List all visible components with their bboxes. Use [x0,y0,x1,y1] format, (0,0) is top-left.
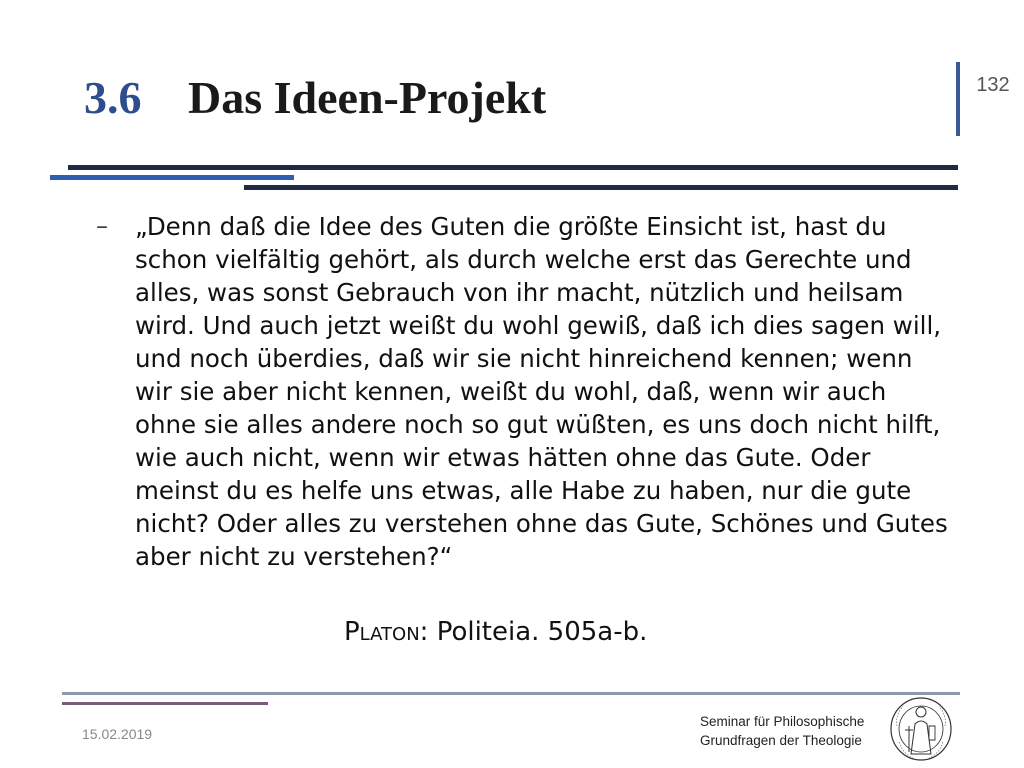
institution-line-1: Seminar für Philosophische [700,714,865,729]
page-number: 132 [976,74,1010,96]
section-number: 3.6 [84,72,142,123]
quote-text: „Denn daß die Idee des Guten die größte Einsicht ist, hast du schon vielfältig gehört, als durch welche erst das Gerechte und alles, was sonst Gebrauch von ihr macht, nützlich und heilsam wird. Und auch jetzt weißt du wohl gewiß, daß ich dies sagen will, und noch überdies, daß wir sie nicht hinreichend kennen; wenn wir sie aber nicht kennen, weißt du wohl, daß, wenn wir auch ohne sie alles andere noch so gut wüßten, es uns doch nicht hilft, wie auch nicht, wenn wir etwas hätten ohne das Gute. Oder meinst du es helfe uns etwas, alle Habe zu haben, nur die gute nicht? Oder alles zu verstehen ohne das Gute, Schönes und Gutes aber nicht zu verstehen?“ [135,212,948,571]
institution-line-2: Grundfragen der Theologie [700,733,862,748]
institution-name [700,712,880,750]
header-rule-top [68,165,958,170]
citation-author: Platon [344,617,420,647]
footer-rule [62,692,960,695]
title-text: Das Ideen-Projekt [188,72,547,123]
bullet-dash: – [96,212,108,240]
footer-rule-accent [62,702,268,705]
title-vertical-bar [956,62,960,136]
header-rule-bottom [244,185,958,190]
university-seal-icon [889,696,953,762]
citation-separator: : [419,617,437,647]
header-rule-accent [50,175,294,180]
footer-date: 15.02.2019 [82,726,153,742]
citation [344,614,647,650]
citation-work: Politeia. 505a-b. [436,617,648,647]
slide-title [84,68,546,128]
